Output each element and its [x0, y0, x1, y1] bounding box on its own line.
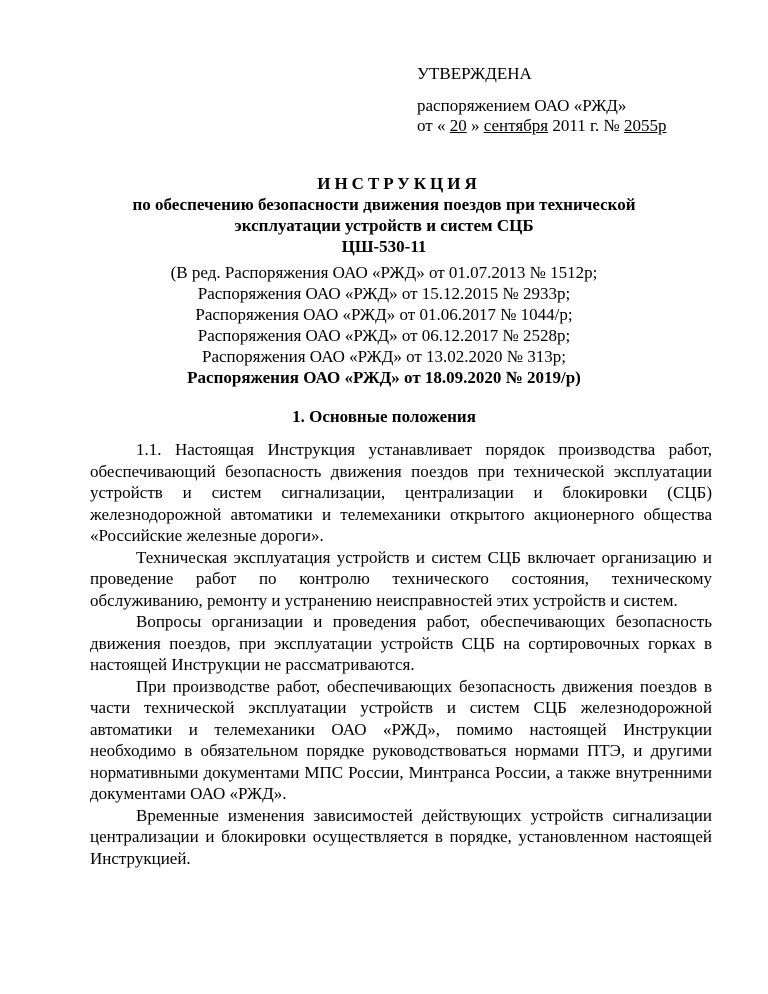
amendment-line: Распоряжения ОАО «РЖД» от 15.12.2015 № 2933р; [197, 284, 571, 303]
approval-stamp [417, 64, 667, 136]
approval-order-line: распоряжением ОАО «РЖД» [417, 96, 627, 115]
approval-date-line [417, 116, 667, 136]
amendment-line: Распоряжения ОАО «РЖД» от 13.02.2020 № 313р; [201, 347, 566, 366]
paragraph: 1.1. Настоящая Инструкция устанавливает порядок производства работ, обеспечивающий безопасность движения поездов при технической эксплуатации устройств и систем сигнализации, централизации и блокировки (СЦБ) железнодорожной автоматики и телемеханики открытого акционерного общества «Российские железные дороги». [90, 440, 712, 545]
document-code: ЦШ-530-11 [341, 237, 427, 256]
amendment-line: (В ред. Распоряжения ОАО «РЖД» от 01.07.2013 № 1512р; [170, 263, 598, 282]
paragraph: Временные изменения зависимостей действующих устройств сигнализации централизации и блокировки осуществляется в порядке, установленном настоящей Инструкцией. [90, 805, 712, 868]
amendment-line-latest: Распоряжения ОАО «РЖД» от 18.09.2020 № 2019/р) [187, 368, 581, 387]
section-body [90, 439, 712, 869]
order-number: 2055р [624, 116, 667, 135]
paragraph: Вопросы организации и проведения работ, обеспечивающих безопасность движения поездов, при эксплуатации устройств СЦБ на сортировочных горках в настоящей Инструкции не рассматриваются. [90, 612, 712, 674]
date-mid: » [470, 116, 480, 135]
approved-label: УТВЕРЖДЕНА [417, 64, 532, 83]
date-prefix: от « [417, 116, 446, 135]
paragraph: При производстве работ, обеспечивающих безопасность движения поездов в части технической эксплуатации устройств и систем СЦБ железнодорожной автоматики и телемеханики ОАО «РЖД», помимо настоящей Инструкции необходимо в обязательном порядке руководствоваться нормами ПТЭ, и другими нормативными документами МПС России, Минтранса России, а также внутренними документами ОАО «РЖД». [90, 676, 712, 803]
date-month: сентября [483, 116, 549, 135]
date-year: 2011 г. № [552, 116, 620, 135]
date-day: 20 [449, 116, 467, 135]
document-title-block [0, 173, 768, 388]
paragraph: Техническая эксплуатация устройств и систем СЦБ включает организацию и проведение работ по контролю технического состояния, техническому обслуживанию, ремонту и устранению неисправностей этих устройств и систем. [90, 547, 712, 610]
document-subtitle-line2: эксплуатации устройств и систем СЦБ [234, 216, 534, 235]
section-heading: 1. Основные положения [292, 407, 476, 426]
amendment-line: Распоряжения ОАО «РЖД» от 06.12.2017 № 2528р; [197, 326, 571, 345]
amendment-line: Распоряжения ОАО «РЖД» от 01.06.2017 № 1044/р; [195, 305, 573, 324]
document-subtitle-line1: по обеспечению безопасности движения поездов при технической [132, 195, 636, 214]
document-type: ИНСТРУКЦИЯ [317, 174, 481, 193]
